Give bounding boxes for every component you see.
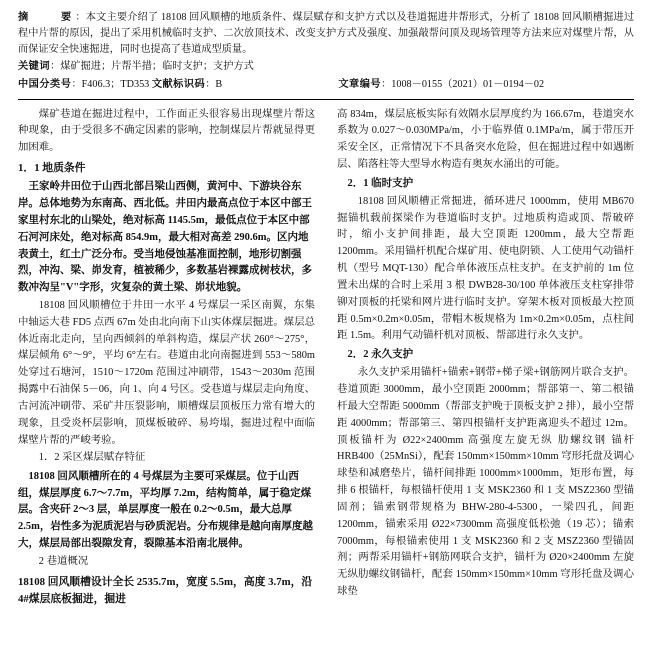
section-heading: 18108 回风顺槽设计全长 2535.7m，宽度 5.5m，高度 3.7m，沿 4#煤层底板掘进，掘进	[18, 575, 313, 605]
paragraph: 煤矿巷道在掘进过程中，工作面正头很容易出现煤壁片帮这种现象，由于受很多不确定因素的影响，控制煤层片帮就显得更加困难。	[18, 108, 315, 154]
paragraph: 1．2 采区煤层赋存特征	[38, 452, 146, 464]
subsection-heading: 2．1 临时支护	[347, 177, 414, 189]
header-divider	[18, 99, 634, 100]
article-id-label: 文章编号	[338, 79, 382, 91]
paragraph: 高 834m，煤层底板实际有效隔水层厚度约为 166.67m，巷道突水系数为 0.027～0.030MPa/m，小于临界值 0.1MPa/m，属于带压开采安全区，正常情况下不具备突水危险，但在掘进过程中如遇断层、陷落柱等大型导水构造有奥灰水涌出的可能。	[337, 108, 634, 171]
clc-text: ：F406.3；TD353	[71, 79, 150, 91]
keywords-label: 关键词	[18, 61, 51, 73]
body-columns	[18, 107, 634, 610]
doc-code-text: ：B	[205, 79, 223, 91]
paragraph: 18108 回风顺槽正常掘进，循环进尺 1000mm，使用 MB670 掘锚机载前探梁作为巷道临时支护。过地质构造或顶、帮破碎时，缩小支护间排距，最大空顶距 1200mm，最大空帮距 1200mm。采用锚杆机配合煤矿用、使电阴锁、人工使用气动锚杆机（型号 MQT-130）配合单体液压点柱支护。在支护前的 1m 位置未出煤的合时上采用 3 根 DWB28-30/100 单体液压支柱穿排带铆对顶板的托梁和网片进行临时支护。穿架木板对顶板最大控顶距 0.5m×0.2m×0.05m，带帽木板规格为 1m×0.2m×0.05m，点柱间距 1.5m。利用气动锚杆机对顶板、帮部进行永久支护。	[337, 195, 634, 342]
right-column	[337, 107, 634, 610]
clc-label: 中国分类号	[18, 79, 72, 91]
clc-row	[18, 77, 326, 93]
doc-code-label: 文献标识码	[151, 79, 206, 91]
paragraph: 18108 回风顺槽位于井田一水平 4 号煤层一采区南翼，东集中轴运大巷 FD5 点西 67m 处由北向南下山实体煤层掘进。煤层总体近南北走向，呈向西倾斜的单斜构造，煤层产状 260°～275°，煤层倾角 6°～9°，平均 6°左右。巷道由北向南掘进到 553～580m 处穿过石塘河，1510～1720m 范围过冲刷带，1543～2030m 范围揭露中石油保 5－06，向 1、向 4 号区。受巷道与煤层走向角度、古河流冲刷带、采矿井压裂影响，顺槽煤层顶板压力常有增大的现象，且受炎杯层影响，顶煤板破碎、易垮塌，掘进过程中面临煤壁片帮的严峻考验。	[18, 299, 315, 446]
subsection-heading: 2．2 永久支护	[347, 349, 414, 361]
abstract-row	[18, 10, 634, 57]
abstract-text: ：本文主要介绍了 18108 回风顺槽的地质条件、煤层赋存和支护方式以及巷道掘进井帮形式，分析了 18108 回风顺槽掘进过程中片帮的原因，提出了采用机械临时支护、二次放顶技术、改变支护方式及强度、加强敲帮问顶及现场管理等方法来应对煤壁片帮，从而保证安全快速掘进，同时也提高了巷道成型质量。	[18, 12, 635, 55]
subsection-heading: 18108 回风顺槽所在的 4 号煤层为主要可采煤层。位于山西组，煤层厚度 6.7～7.7m，平均厚 7.2m，结构简单，属于稳定煤层。含夹矸 2～3 层，单层厚度一般在 0.2～0.5m，最大总厚 2.5m，岩性多为泥质泥岩与砂质泥岩。分布规律是越向南厚度越大，煤层局部出裂隙发育，裂隙基本沿南北展伸。	[18, 470, 313, 550]
article-id-row	[338, 77, 634, 93]
article-id-text: ：1008－0155（2021）01－0194－02	[381, 79, 545, 91]
subsection-heading: 王家岭井田位于山西北部吕梁山西侧，黄河中、下游块谷东岸。总体地势为东南高、西北低。井田内最高点位于本区中部王家里村东北的山梁处，绝对标高 1145.5m，最低点位于本区中部石河河床处，绝对标高 854.9m，最大相对高差 290.6m。区内地表黄土，红土广泛分布。受当地侵蚀基准面控制，地形切割强烈，冲沟、梁、峁发育，植被稀少，多数基岩裸露成树枝状，多数冲沟呈"V"字形，灾复杂的黄土梁、峁状地貌。	[18, 181, 312, 294]
section-heading: 1．1 地质条件	[18, 162, 86, 175]
abstract-label: 摘 要	[18, 12, 76, 23]
paragraph: 2 巷道概况	[38, 555, 89, 567]
meta-line	[18, 77, 634, 93]
abstract-block	[18, 10, 634, 94]
left-column	[18, 107, 315, 610]
keywords-text: ：煤矿掘进；片帮半措；临时支护；支护方式	[50, 61, 254, 73]
paragraph: 永久支护采用锚杆+锚索+钢带+梯子梁+钢筋网片联合支护。巷道顶距 3000mm，最小空顶距 2000mm；帮部第一、第二根锚杆最大空帮距 5000mm（帮部支护晚于顶板支护 2 排），最小空帮距 4000mm；帮部第三、第四根锚杆支护距离迎头不超过 12m。顶板锚杆为 Ø22×2400mm 高强度左旋无纵 肋螺纹钢 锚杆 HRB400（25MnSi），配套 150mm×150mm×10mm 穹形托盘及调心球垫和减磨垫片，锚杆间排距 1000mm×1000mm，矩形布置，每排 6 根锚杆，每根锚杆使用 1 支 MSK2360 和 1 支 MSZ2360 型锚固剂；锚索钢带规格为 BHW-280-4-5300，一梁四孔，间距 1200mm，锚索采用 Ø22×7300mm 高强度低松弛（19 芯）；锚索 7000mm，每根锚索使用 1 支 MSK2360 和 2 支 MSZ2360 型锚固剂；两帮采用锚杆+钢筋网联合支护，锚杆为 Ø20×2400mm 左旋无纵肋螺纹钢锚杆，配套 150mm×150mm×10mm 穹形托盘及调心球垫	[337, 367, 634, 598]
keywords-row	[18, 59, 634, 75]
